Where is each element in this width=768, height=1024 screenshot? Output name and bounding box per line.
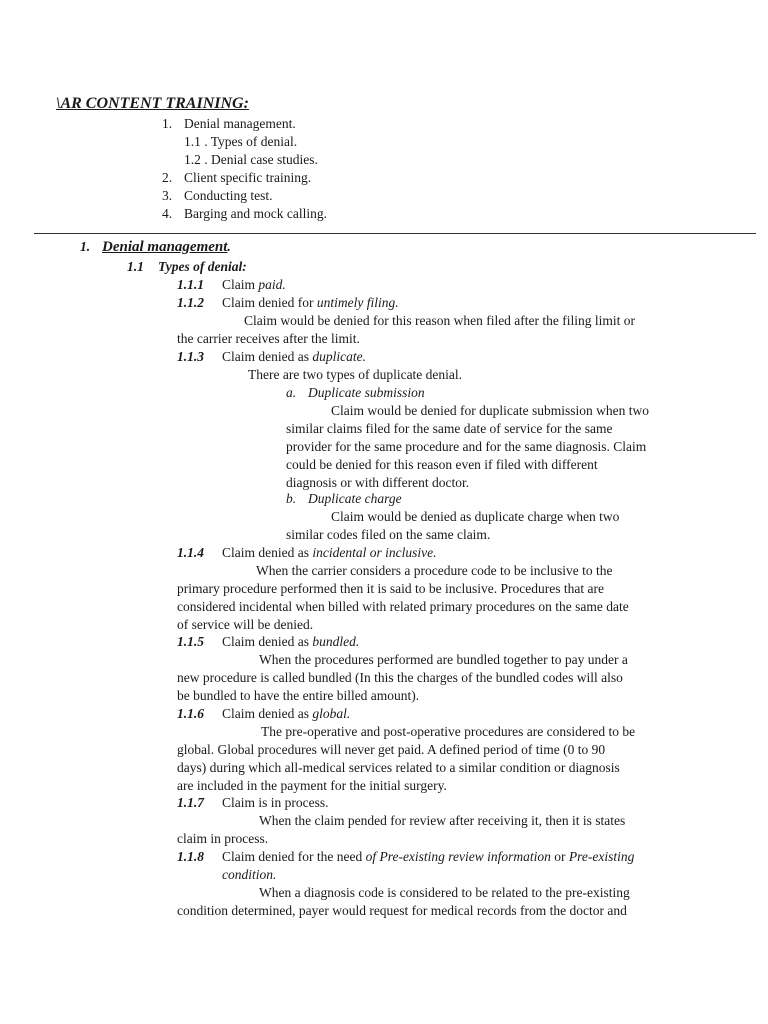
paragraph-line: provider for the same procedure and for the same diagnosis. Claim xyxy=(286,439,647,454)
subsection-number: 1.1 xyxy=(127,259,144,274)
paragraph-line: When the carrier considers a procedure code to be inclusive to the xyxy=(256,563,613,578)
item-heading xyxy=(177,705,350,723)
paragraph-line: Claim would be denied for this reason when filed after the filing limit or xyxy=(244,313,636,328)
item-number: 1.1.7 xyxy=(177,795,204,810)
toc-item-number: 1. xyxy=(162,116,173,131)
paragraph-line: days) during which all-medical services related to a similar condition or diagnosis xyxy=(177,760,620,775)
subitem-heading xyxy=(286,384,425,402)
toc-item-label: Barging and mock calling. xyxy=(184,206,327,221)
section-heading xyxy=(80,238,231,256)
item-text-conjunction: or xyxy=(550,849,569,864)
paragraph-line: Claim would be denied for duplicate submission when two xyxy=(331,403,649,418)
toc-subitem: 1.1 . Types of denial. xyxy=(184,134,298,149)
toc-item-number: 2. xyxy=(162,170,173,185)
subsection-heading xyxy=(127,258,247,276)
item-text: Claim denied as xyxy=(222,545,313,560)
paragraph-line: new procedure is called bundled (In this the charges of the bundled codes will also xyxy=(177,670,623,685)
item-text: Claim denied for the need xyxy=(222,849,366,864)
item-heading xyxy=(177,544,436,562)
item-number: 1.1.3 xyxy=(177,349,204,364)
paragraph-line: global. Global procedures will never get paid. A defined period of time (0 to 90 xyxy=(177,742,606,757)
paragraph-line: The pre-operative and post-operative procedures are considered to be xyxy=(261,724,636,739)
toc-item-label: Client specific training. xyxy=(184,170,312,185)
item-number: 1.1.2 xyxy=(177,295,204,310)
paragraph-line: claim in process. xyxy=(177,831,269,846)
paragraph-line: primary procedure performed then it is said to be inclusive. Procedures that are xyxy=(177,581,604,596)
item-number: 1.1.5 xyxy=(177,634,204,649)
subitem-label: b. xyxy=(286,491,297,506)
toc-item xyxy=(162,187,273,205)
paragraph-line: considered incidental when billed with related primary procedures on the same date xyxy=(177,599,629,614)
paragraph-line: similar codes filed on the same claim. xyxy=(286,527,491,542)
item-text: Claim denied for xyxy=(222,295,317,310)
toc-item xyxy=(162,169,311,187)
item-heading xyxy=(177,794,329,812)
subsection-title: Types of denial: xyxy=(158,259,247,274)
item-number: 1.1.1 xyxy=(177,277,204,292)
item-text: Claim is in process. xyxy=(222,795,329,810)
item-emphasis: global. xyxy=(312,706,351,721)
subitem-label: a. xyxy=(286,385,297,400)
toc-item-number: 3. xyxy=(162,188,173,203)
paragraph-line: of service will be denied. xyxy=(177,617,314,632)
paragraph-line: diagnosis or with different doctor. xyxy=(286,475,470,490)
horizontal-divider xyxy=(34,233,756,234)
section-title-period: . xyxy=(227,239,231,254)
toc-subitem: 1.2 . Denial case studies. xyxy=(184,152,318,167)
subitem-heading xyxy=(286,490,402,508)
subitem-title: Duplicate charge xyxy=(308,491,402,506)
toc-item xyxy=(162,115,296,133)
paragraph-line: condition determined, payer would request for medical records from the doctor and xyxy=(177,903,627,918)
paragraph-line: Claim would be denied as duplicate charge when two xyxy=(331,509,620,524)
item-emphasis: bundled. xyxy=(312,634,360,649)
paragraph-line: are included in the payment for the initial surgery. xyxy=(177,778,447,793)
item-number: 1.1.4 xyxy=(177,545,204,560)
item-heading xyxy=(177,294,399,312)
paragraph-line: similar claims filed for the same date of service for the same xyxy=(286,421,613,436)
item-emphasis: incidental or inclusive. xyxy=(312,545,437,560)
paragraph-line: be bundled to have the entire billed amount). xyxy=(177,688,420,703)
paragraph-line: When the claim pended for review after receiving it, then it is states xyxy=(259,813,626,828)
item-emphasis: duplicate. xyxy=(312,349,366,364)
paragraph-line: When a diagnosis code is considered to be related to the pre-existing xyxy=(259,885,630,900)
paragraph-line: could be denied for this reason even if filed with different xyxy=(286,457,598,472)
toc-item xyxy=(162,205,327,223)
item-emphasis-2: Pre-existing xyxy=(568,849,635,864)
item-number: 1.1.6 xyxy=(177,706,204,721)
item-number: 1.1.8 xyxy=(177,849,204,864)
item-heading xyxy=(177,276,286,294)
item-heading xyxy=(177,633,359,651)
paragraph-line: When the procedures performed are bundled together to pay under a xyxy=(259,652,628,667)
toc-item-label: Conducting test. xyxy=(184,188,273,203)
section-title: Denial management xyxy=(102,239,228,255)
item-emphasis: paid. xyxy=(258,277,286,292)
item-emphasis: of Pre-existing review information xyxy=(365,849,551,864)
item-text: Claim denied as xyxy=(222,706,313,721)
item-text: Claim denied as xyxy=(222,634,313,649)
item-emphasis: untimely filing. xyxy=(316,295,399,310)
section-number: 1. xyxy=(80,239,91,254)
item-text: Claim xyxy=(222,277,259,292)
paragraph-line: There are two types of duplicate denial. xyxy=(248,367,463,382)
toc-title: \AR CONTENT TRAINING: xyxy=(56,95,249,112)
item-emphasis-continued: condition. xyxy=(222,867,277,882)
toc-item-label: Denial management. xyxy=(184,116,296,131)
paragraph-line: the carrier receives after the limit. xyxy=(177,331,360,346)
item-heading xyxy=(177,348,366,366)
item-text: Claim denied as xyxy=(222,349,313,364)
toc-item-number: 4. xyxy=(162,206,173,221)
item-heading xyxy=(177,848,634,866)
subitem-title: Duplicate submission xyxy=(308,385,425,400)
